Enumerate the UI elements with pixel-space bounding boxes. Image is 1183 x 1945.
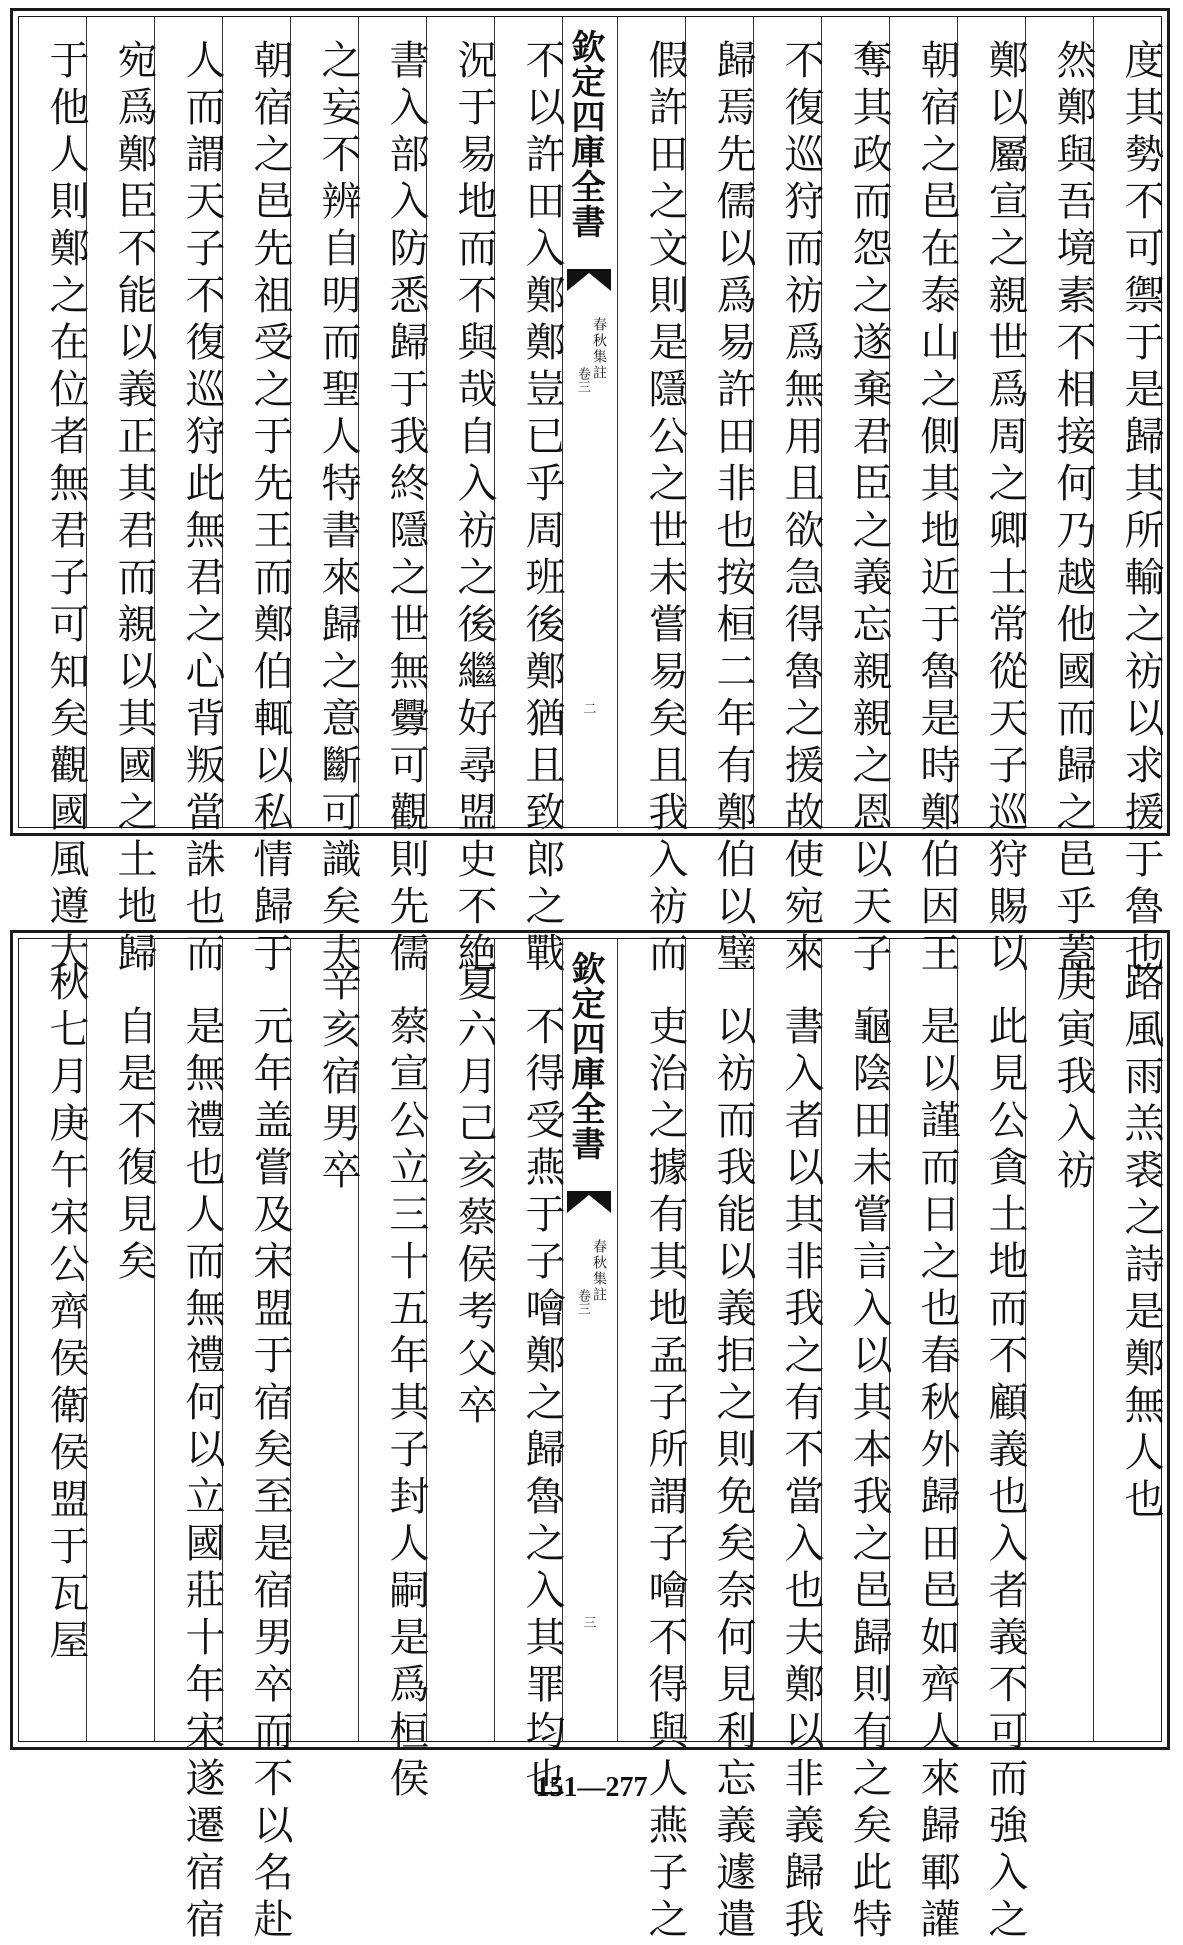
column-text: 以祊而我能以義拒之則免矣奈何見利忘義遽遣 bbox=[710, 1005, 756, 1945]
text-column bbox=[290, 939, 361, 1741]
text-column bbox=[821, 17, 892, 979]
page-number: 151—277 bbox=[535, 1772, 648, 1803]
column-text: 龜陰田未嘗言入以其本我之邑歸則有之矣此特 bbox=[846, 1005, 892, 1945]
column-text: 元年盖嘗及宋盟于宿矣至是宿男卒而不以名赴 bbox=[247, 1005, 293, 1945]
text-column bbox=[1025, 939, 1096, 1741]
column-text: 蔡宣公立三十五年其子封人嗣是爲桓侯 bbox=[383, 1005, 429, 1804]
column-text: 不以許田入鄭鄭豈已乎周班後鄭猶且致郎之戰 bbox=[519, 39, 565, 979]
text-column bbox=[889, 17, 960, 979]
column-text: 秋七月庚午宋公齊侯衛侯盟于瓦屋 bbox=[43, 961, 89, 1666]
column-text: 辛亥宿男卒 bbox=[315, 961, 361, 1196]
spine-volume: 卷三 bbox=[575, 1289, 590, 1315]
column-text: 奪其政而怨之遂棄君臣之義忘親親之恩以天子 bbox=[846, 39, 892, 979]
column-text: 況于易地而不與哉自入祊之後繼好尋盟史不絶 bbox=[451, 39, 497, 979]
text-column bbox=[19, 17, 89, 979]
column-text: 然鄭與吾境素不相接何乃越他國而歸之邑乎蓋 bbox=[1050, 39, 1096, 979]
column-text: 此見公貪土地而不顧義也入者義不可而強入之 bbox=[982, 1005, 1028, 1945]
column-text: 度其勢不可禦于是歸其所輸之祊以求援于魯也 bbox=[1118, 39, 1164, 979]
column-text: 路風雨羔裘之詩是鄭無人也 bbox=[1118, 961, 1164, 1525]
text-column bbox=[821, 939, 892, 1945]
text-column bbox=[494, 939, 565, 1804]
text-column bbox=[426, 17, 497, 979]
top-page-frame bbox=[10, 8, 1170, 979]
column-text: 庚寅我入祊 bbox=[1050, 961, 1096, 1196]
text-column bbox=[685, 17, 756, 979]
column-text: 于他人則鄭之在位者無君子可知矣觀國風遵大 bbox=[43, 39, 89, 979]
spine-book-name: 春秋集註 bbox=[591, 317, 607, 381]
text-column bbox=[86, 939, 157, 1741]
text-column bbox=[753, 17, 824, 979]
text-column bbox=[617, 17, 688, 979]
column-text: 不得受燕于子噲鄭之歸魯之入其罪均也 bbox=[519, 1005, 565, 1804]
column-text: 朝宿之邑在泰山之側其地近于魯是時鄭伯因王 bbox=[914, 39, 960, 979]
text-column bbox=[426, 939, 497, 1741]
column-text: 假許田之文則是隱公之世未嘗易矣且我入祊而 bbox=[642, 39, 688, 979]
column-text: 書入部入防悉歸于我終隱之世無釁可觀則先儒 bbox=[383, 39, 429, 979]
text-column bbox=[753, 939, 824, 1945]
text-column bbox=[154, 17, 225, 979]
text-column bbox=[290, 17, 361, 979]
column-text: 是以謹而日之也春秋外歸田邑如齊人來歸鄆讙 bbox=[914, 1005, 960, 1945]
text-column bbox=[358, 939, 429, 1804]
text-column bbox=[957, 939, 1028, 1945]
spine-title: 欽定四庫全書 bbox=[565, 29, 605, 239]
column-text: 朝宿之邑先祖受之于先王而鄭伯輒以私情歸于 bbox=[247, 39, 293, 979]
center-spine bbox=[562, 17, 617, 827]
column-text: 書入者以其非我之有不當入也夫鄭以非義歸我 bbox=[778, 1005, 824, 1945]
text-column bbox=[358, 17, 429, 979]
center-spine bbox=[562, 939, 617, 1741]
column-text: 自是不復見矣 bbox=[111, 1005, 157, 1287]
column-text: 是無禮也人而無禮何以立國莊十年宋遂遷宿宿 bbox=[179, 1005, 225, 1945]
column-text: 吏治之據有其地孟子所謂子噲不得與人燕子之 bbox=[642, 1005, 688, 1945]
spine-volume: 卷三 bbox=[575, 367, 590, 393]
text-column bbox=[222, 939, 293, 1945]
fishtail-mark-icon bbox=[567, 269, 611, 291]
fishtail-mark-icon bbox=[567, 1191, 611, 1213]
column-text: 宛爲鄭臣不能以義正其君而親以其國之土地歸 bbox=[111, 39, 157, 979]
spine-leaf-number: 二 bbox=[583, 702, 597, 717]
text-column bbox=[957, 17, 1028, 979]
spine-leaf-number: 三 bbox=[583, 1616, 597, 1631]
column-text: 不復巡狩而祊爲無用且欲急得魯之援故使宛來 bbox=[778, 39, 824, 979]
text-column bbox=[889, 939, 960, 1945]
text-column bbox=[19, 939, 89, 1741]
text-column bbox=[86, 17, 157, 979]
spine-title: 欽定四庫全書 bbox=[565, 951, 605, 1161]
text-column bbox=[1093, 939, 1164, 1741]
column-text: 人而謂天子不復巡狩此無君之心背叛當誅也而 bbox=[179, 39, 225, 979]
column-text: 夏六月己亥蔡侯考父卒 bbox=[451, 961, 497, 1431]
column-text: 鄭以屬宣之親世爲周之卿士常從天子巡狩賜以 bbox=[982, 39, 1028, 979]
top-page-columns bbox=[18, 16, 1164, 979]
spine-book-name: 春秋集註 bbox=[591, 1239, 607, 1303]
text-column bbox=[685, 939, 756, 1945]
text-column bbox=[222, 17, 293, 979]
column-text: 之妄不辨自明而聖人特書來歸之意斷可識矣夫 bbox=[315, 39, 361, 979]
text-column bbox=[617, 939, 688, 1945]
text-column bbox=[154, 939, 225, 1945]
text-column bbox=[1025, 17, 1096, 979]
text-column bbox=[1093, 17, 1164, 979]
column-text: 歸焉先儒以爲易許田非也按桓二年有鄭伯以璧 bbox=[710, 39, 756, 979]
text-column bbox=[494, 17, 565, 979]
